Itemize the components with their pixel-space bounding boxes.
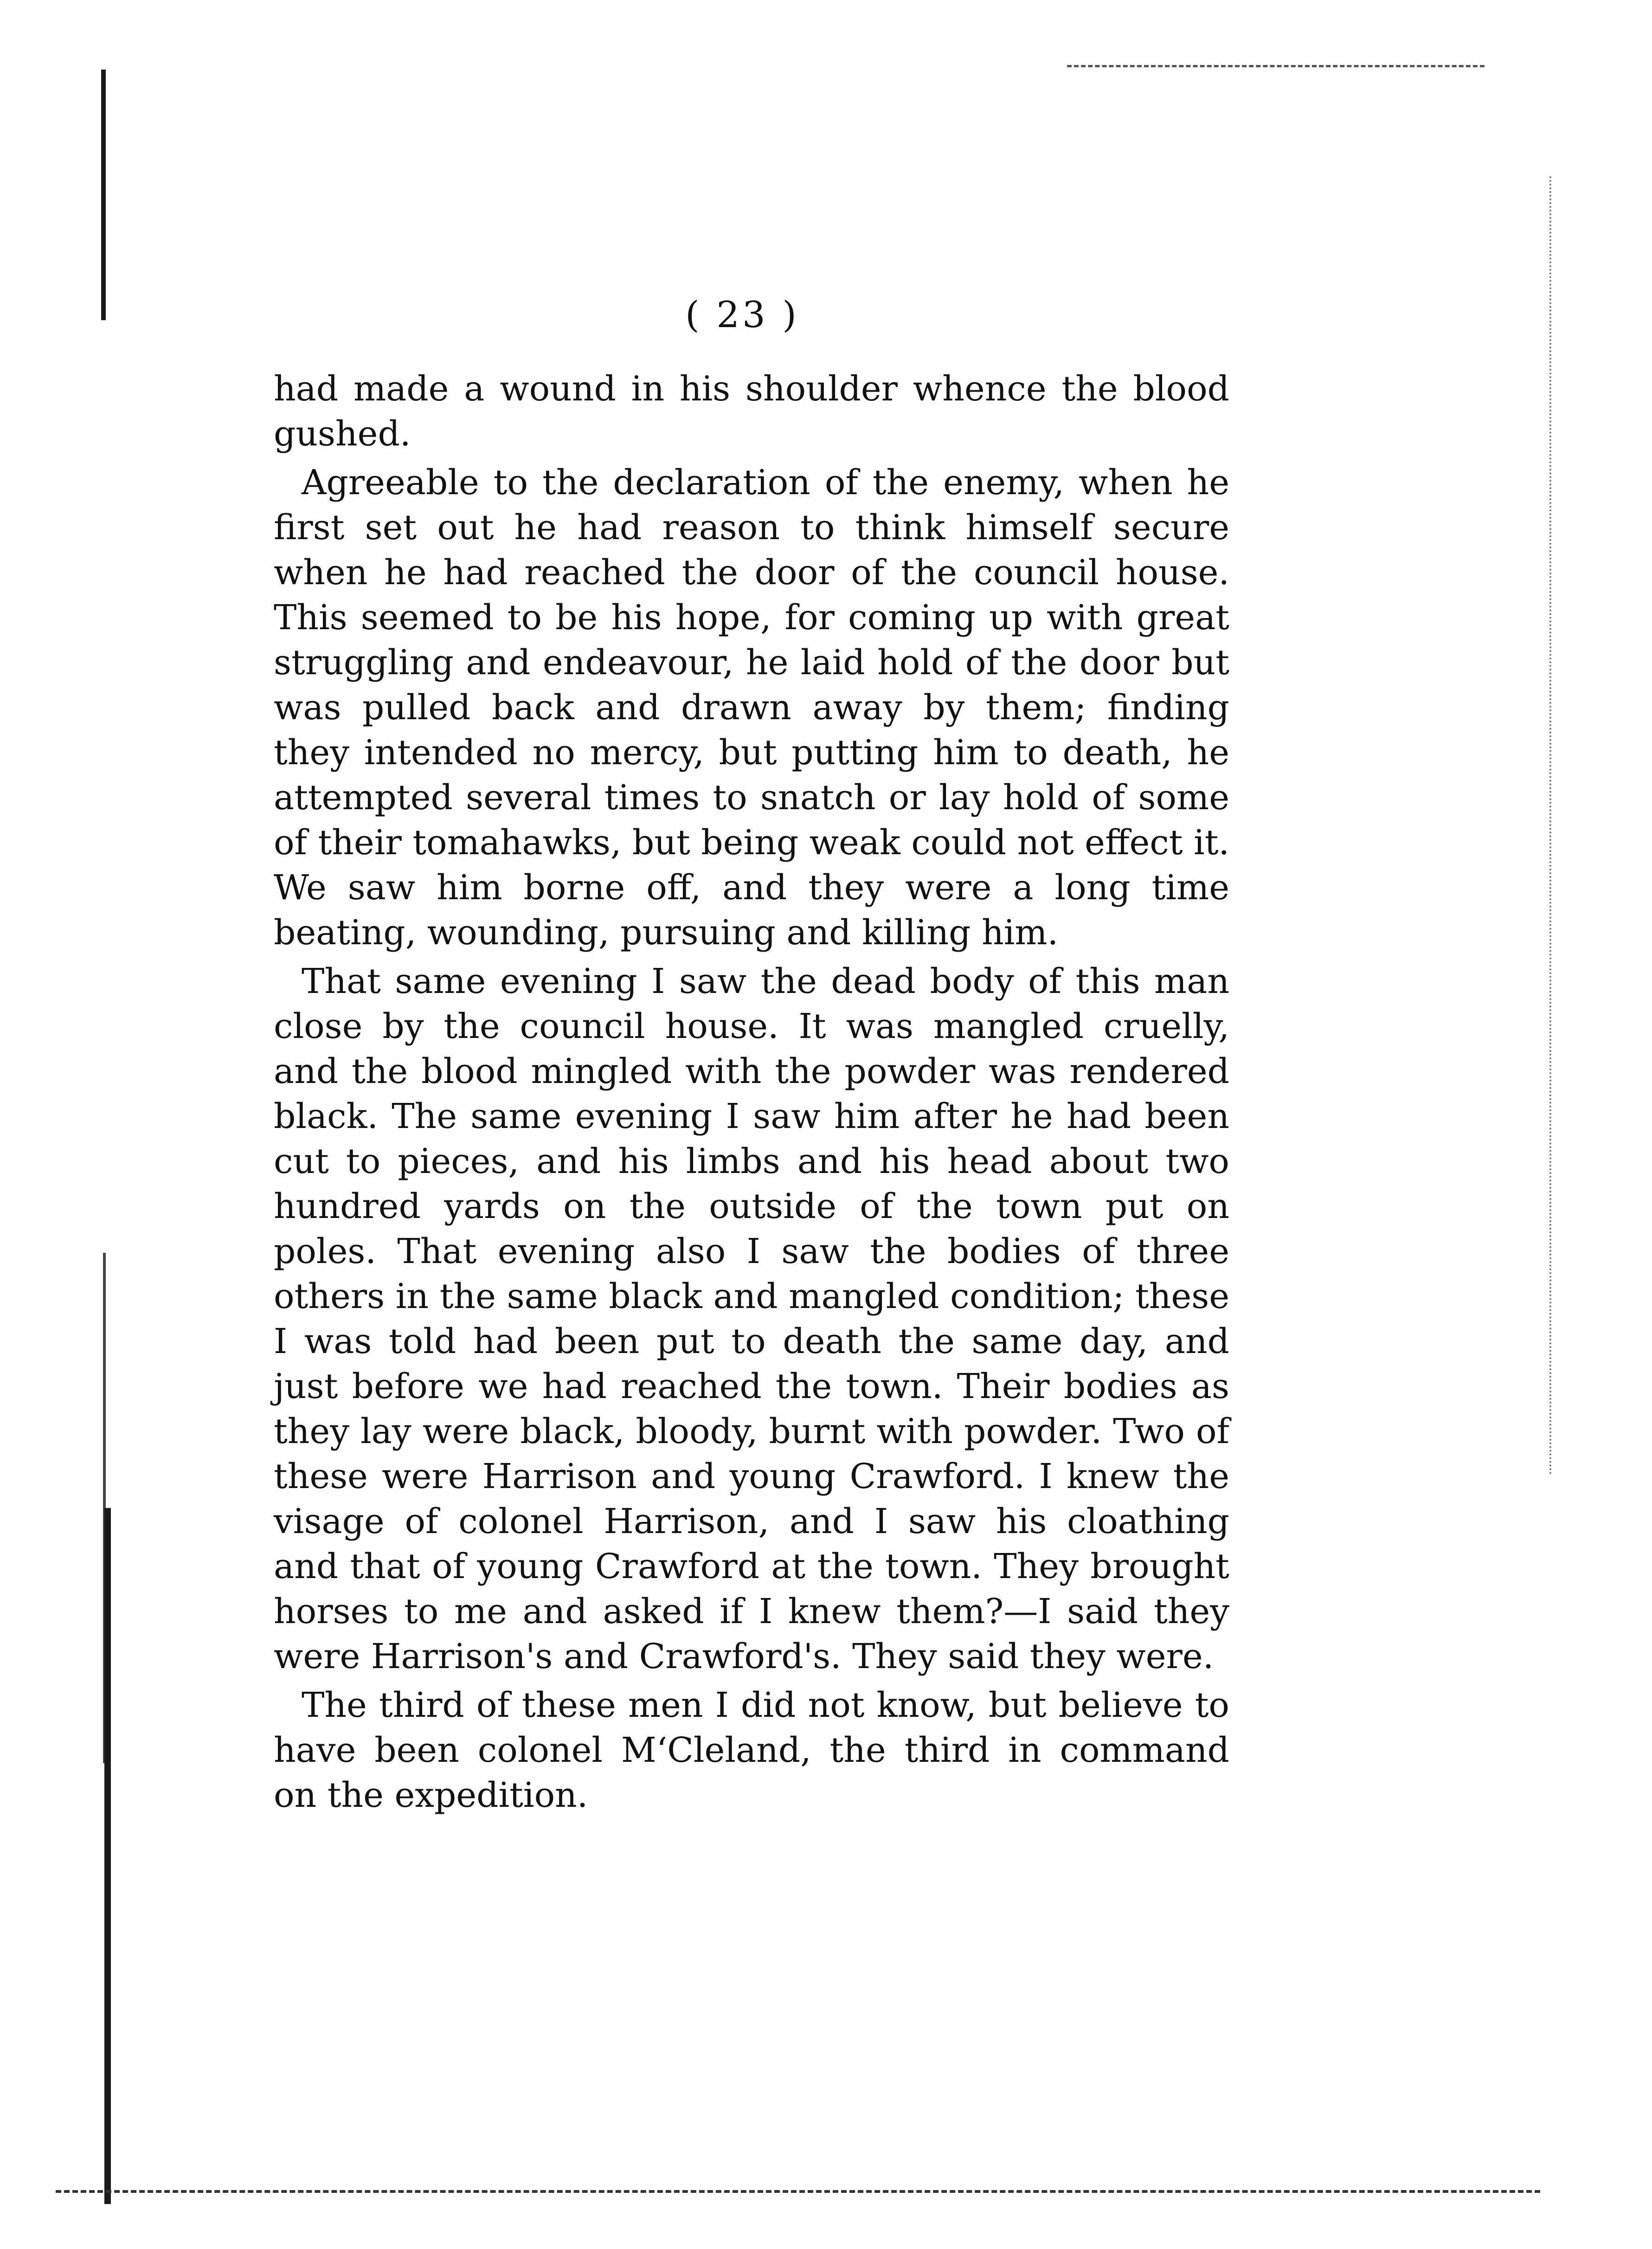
paragraph: had made a wound in his shoulder whence the blood gushed. [274,369,1229,454]
scan-edge-mark [104,1508,111,2204]
body-text [274,367,1229,1822]
paragraph: The third of these men I did not know, but believe to have been colonel M‘Cleland, the third in command on the expedition. [274,1685,1229,1815]
scan-bottom-artifact [56,2190,1540,2193]
scan-right-artifact [1549,176,1553,1476]
page-number: ( 23 ) [685,294,799,336]
scan-edge-mark [101,70,106,320]
scan-top-artifact [1067,65,1485,67]
paragraph: That same evening I saw the dead body of this man close by the council house. It was mangled cruelly, and the blood mingled with the powder was rendered black. The same evening I saw him after he had been cut to pieces, and his limbs and his head about two hundred yards on the outside of the town put on poles. That evening also I saw the bodies of three others in the same black and mangled condition; these I was told had been put to death the same day, and just before we had reached the town. Their bodies as they lay were black, bloody, burnt with powder. Two of these were Harrison and young Crawford. I knew the visage of colonel Harrison, and I saw his cloathing and that of young Crawford at the town. They brought horses to me and asked if I knew them?—I said they were Harrison's and Crawford's. They said they were. [274,961,1229,1676]
paragraph: Agreeable to the declaration of the enemy, when he first set out he had reason to think himself secure when he had reached the door of the council house. This seemed to be his hope, for coming up with great struggling and endeavour, he laid hold of the door but was pulled back and drawn away by them; finding they intended no mercy, but putting him to death, he attempted several times to snatch or lay hold of some of their tomahawks, but being weak could not effect it. We saw him borne off, and they were a long time beating, wounding, pursuing and killing him. [274,463,1229,953]
